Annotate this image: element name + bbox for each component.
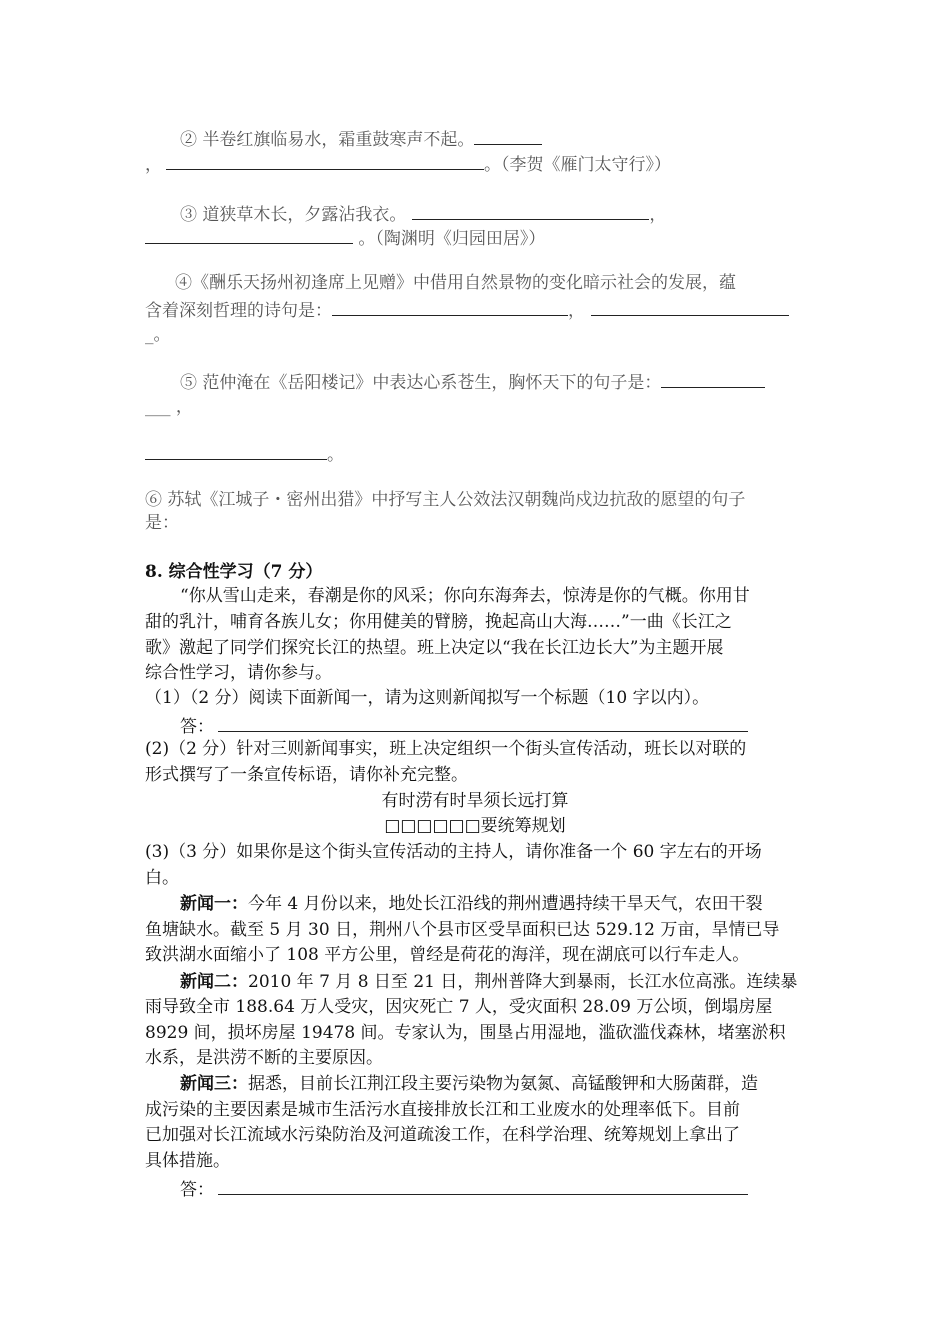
intro-line-3: 歌》激起了同学们探究长江的热望。班上决定以“我在长江边长大”为主题开展 [145, 638, 724, 658]
answer-blank[interactable] [661, 369, 765, 388]
question-3-line-1: (3)（3 分）如果你是这个街头宣传活动的主持人，请你准备一个 60 字左右的开场 [145, 842, 762, 862]
news-3-text: 据悉，目前长江荆江段主要污染物为氨氮、高锰酸钾和大肠菌群，造 [248, 1074, 758, 1094]
poem-item-6-line-2: 是： [145, 513, 179, 533]
comma: ， [145, 155, 162, 175]
answer-blank[interactable] [166, 151, 484, 170]
answer-blank[interactable] [474, 126, 542, 145]
intro-line-1: “你从雪山走来，春潮是你的风采；你向东海奔去，惊涛是你的气概。你用甘 [180, 586, 750, 606]
poem-item-2-text: ② 半卷红旗临易水，霜重鼓寒声不起。 [180, 130, 475, 150]
poem-item-2-line-1 [180, 126, 542, 152]
news-3-line-1 [180, 1072, 758, 1096]
poem-item-4-line-1: ④《酬乐天扬州初逢席上见赠》中借用自然景物的变化暗示社会的发展，蕴 [175, 273, 736, 293]
answer-blank[interactable] [145, 225, 353, 244]
news-1-text: 今年 4 月份以来，地处长江沿线的荆州遭遇持续干旱天气，农田干裂 [248, 894, 763, 914]
answer-label: 答： [180, 717, 214, 737]
poem-item-5-line-2: ___ ， [145, 397, 193, 417]
poem-item-4-line-2 [145, 297, 789, 323]
intro-line-4: 综合性学习，请你参与。 [145, 663, 332, 683]
news-2-line-1 [180, 970, 797, 994]
news-3-label: 新闻三： [180, 1074, 248, 1094]
section-8-heading: 8. 综合性学习（7 分） [145, 562, 323, 582]
answer-blank[interactable] [145, 441, 327, 460]
news-2-line-3: 8929 间，损坏房屋 19478 间。专家认为，围垦占用湿地，滥砍滥伐森林，堵塞淤积 [145, 1023, 786, 1043]
question-1: （1）（2 分）阅读下面新闻一，请为这则新闻拟写一个标题（10 字以内）。 [145, 688, 710, 708]
news-3-line-3: 已加强对长江流域水污染防治及河道疏浚工作，在科学治理、统筹规划上拿出了 [145, 1125, 740, 1145]
question-2-line-2: 形式撰写了一条宣传标语，请你补充完整。 [145, 765, 468, 785]
news-1-line-2: 鱼塘缺水。截至 5 月 30 日，荆州八个县市区受旱面积已达 529.12 万亩，旱情已导 [145, 920, 780, 940]
couplet-lower[interactable] [0, 814, 950, 838]
poem-item-4-line-3: _。 [145, 325, 171, 345]
question-2-line-1: (2)（2 分）针对三则新闻事实，班上决定组织一个街头宣传活动，班长以对联的 [145, 739, 747, 759]
news-1-label: 新闻一： [180, 894, 248, 914]
answer-1-field[interactable] [218, 713, 748, 732]
poem-source: 。（陶渊明《归园田居》） [353, 229, 546, 249]
answer-blank[interactable] [412, 201, 649, 220]
news-2-line-2: 雨导致全市 188.64 万人受灾，因灾死亡 7 人，受灾面积 28.09 万公顷，倒塌房屋 [145, 997, 773, 1017]
question-3-line-2: 白。 [145, 868, 179, 888]
poem-item-5-text: ⑤ 范仲淹在《岳阳楼记》中表达心系苍生，胸怀天下的句子是： [180, 373, 662, 393]
news-1-line-3: 致洪湖水面缩小了 108 平方公里，曾经是荷花的海洋，现在湖底可以行车走人。 [145, 945, 750, 965]
answer-3-row [180, 1176, 748, 1202]
news-2-line-4: 水系，是洪涝不断的主要原因。 [145, 1048, 383, 1068]
answer-blank[interactable] [591, 297, 789, 316]
poem-source: 。（李贺《雁门太守行》） [484, 155, 671, 175]
couplet-lower-text: □□□□□□要统筹规划 [384, 816, 566, 836]
period: 。 [327, 445, 344, 465]
news-2-label: 新闻二： [180, 972, 248, 992]
news-1-line-1 [180, 892, 763, 916]
comma: ， [568, 301, 585, 321]
poem-item-5-line-1 [180, 369, 765, 395]
poem-item-5-line-3 [145, 441, 344, 467]
poem-item-3-line-2 [145, 225, 545, 251]
poem-item-2-line-2 [145, 151, 671, 177]
poem-item-6-line-1: ⑥ 苏轼《江城子・密州出猎》中抒写主人公效法汉朝魏尚戍边抗敌的愿望的句子 [145, 490, 746, 510]
intro-line-2: 甜的乳汁，哺育各族儿女；你用健美的臂膀，挽起高山大海……”一曲《长江之 [145, 612, 732, 632]
poem-item-3-text: ③ 道狭草木长，夕露沾我衣。 [180, 205, 407, 225]
answer-1-row [180, 713, 748, 739]
poem-item-3-line-1 [180, 201, 666, 227]
answer-label: 答： [180, 1180, 214, 1200]
news-3-line-4: 具体措施。 [145, 1151, 230, 1171]
news-2-text: 2010 年 7 月 8 日至 21 日，荆州普降大到暴雨，长江水位高涨。连续暴 [248, 972, 798, 992]
poem-item-4-prompt: 含着深刻哲理的诗句是： [145, 301, 332, 321]
news-3-line-2: 成污染的主要因素是城市生活污水直接排放长江和工业废水的处理率低下。目前 [145, 1100, 740, 1120]
answer-blank[interactable] [332, 297, 568, 316]
answer-3-field[interactable] [218, 1176, 748, 1195]
couplet-upper: 有时涝有时旱须长远打算 [381, 791, 569, 811]
comma: ， [649, 205, 667, 225]
